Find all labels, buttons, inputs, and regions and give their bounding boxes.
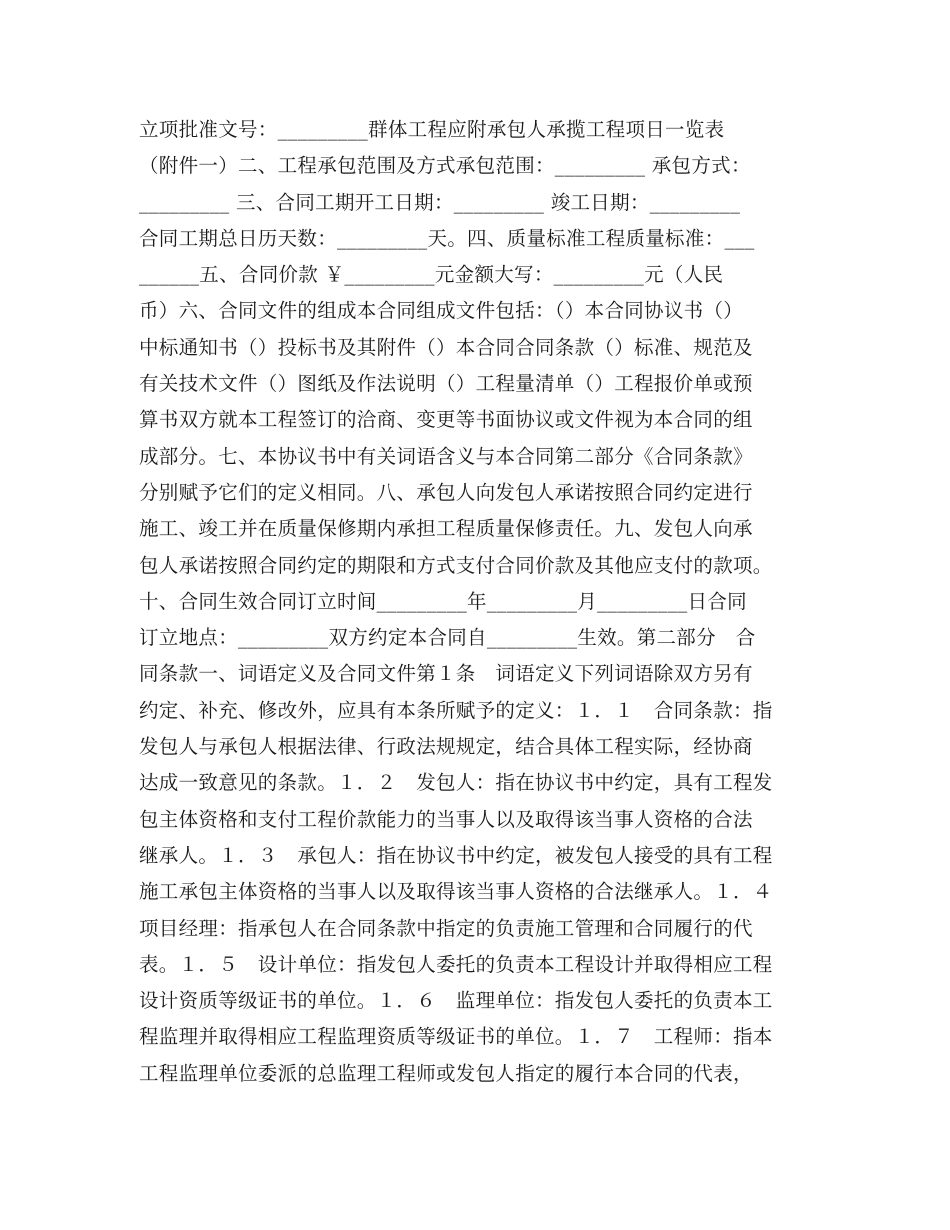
text-line: 中标通知书（）投标书及其附件（）本合同合同条款（）标准、规范及 [139,335,753,359]
text-line: 合同工期总日历天数：_________天。四、质量标准工程质量标准：___ [139,226,755,250]
text-line: 成部分。七、本协议书中有关词语含义与本合同第二部分《合同条款》 [139,444,753,468]
text-line: 发包人与承包人根据法律、行政法规规定，结合具体工程实际，经协商 [139,735,753,759]
text-line: （附件一）二、工程承包范围及方式承包范围：_________ 承包方式： [139,154,751,178]
text-line: 继承人。１．３ 承包人：指在协议书中约定，被发包人接受的具有工程 [139,843,773,867]
text-line: 十、合同生效合同订立时间_________年_________月_________日合同 [139,589,747,613]
text-line: _________ 三、合同工期开工日期：_________ 竣工日期：_________ [139,190,741,214]
text-line: 有关技术文件（）图纸及作法说明（）工程量清单（）工程报价单或预 [139,372,753,396]
text-line: 程监理并取得相应工程监理资质等级证书的单位。１．７ 工程师：指本 [139,1025,773,1049]
text-line: 包人承诺按照合同约定的期限和方式支付合同价款及其他应支付的款项。 [139,553,773,577]
text-line: 同条款一、词语定义及合同文件第１条 词语定义下列词语除双方另有 [139,662,753,686]
text-line: 项目经理：指承包人在合同条款中指定的负责施工管理和合同履行的代 [139,916,753,940]
text-line: 立项批准文号：_________群体工程应附承包人承揽工程项日一览表 [139,118,725,141]
text-line: 分别赋予它们的定义相同。八、承包人向发包人承诺按照合同约定进行 [139,480,753,504]
text-line: 约定、补充、修改外，应具有本条所赋予的定义：１．１ 合同条款：指 [139,698,773,722]
text-line: 施工、竣工并在质量保修期内承担工程质量保修责任。九、发包人向承 [139,517,753,541]
text-line: ______五、合同价款 ￥_________元金额大写：_________元（人民 [139,263,724,287]
text-line: 算书双方就本工程签订的洽商、变更等书面协议或文件视为本合同的组 [139,408,753,432]
text-line: 工程监理单位委派的总监理工程师或发包人指定的履行本合同的代表， [139,1061,753,1085]
text-line: 施工承包主体资格的当事人以及取得该当事人资格的合法继承人。１．４ [139,880,773,904]
text-line: 达成一致意见的条款。１．２ 发包人：指在协议书中约定，具有工程发 [139,771,773,795]
text-line: 表。１．５ 设计单位：指发包人委托的负责本工程设计并取得相应工程 [139,952,773,976]
contract-body-text [139,112,829,1092]
text-line: 包主体资格和支付工程价款能力的当事人以及取得该当事人资格的合法 [139,807,753,831]
text-line: 币）六、合同文件的组成本合同组成文件包括：（）本合同协议书（） [139,299,744,323]
text-line: 设计资质等级证书的单位。１．６ 监理单位：指发包人委托的负责本工 [139,989,773,1013]
text-line: 订立地点：_________双方约定本合同自_________生效。第二部分 合 [139,626,756,650]
